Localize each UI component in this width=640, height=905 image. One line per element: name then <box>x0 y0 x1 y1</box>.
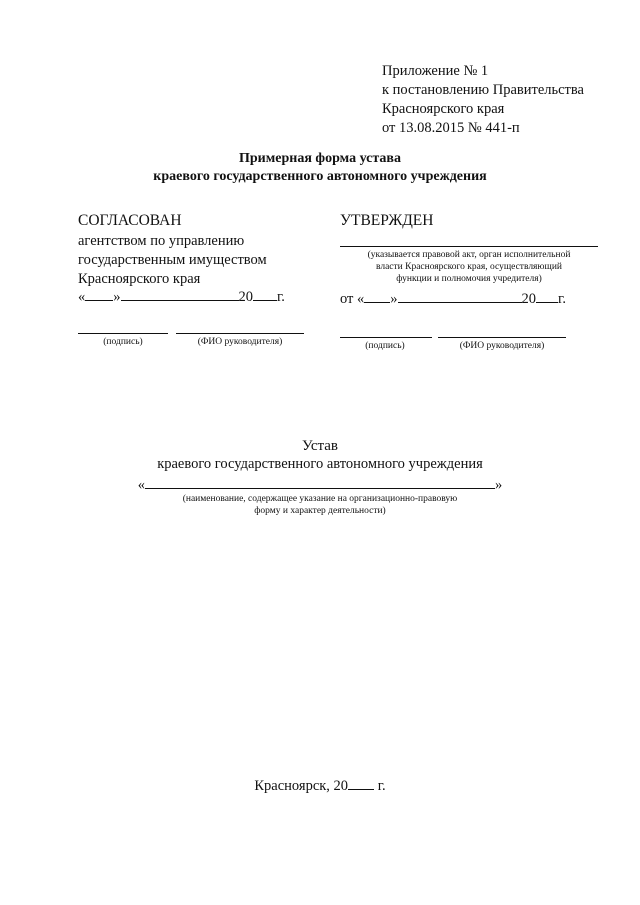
approved-year-field <box>536 289 558 303</box>
agreed-signature-line <box>78 333 168 334</box>
appendix-block <box>382 62 584 138</box>
charter-caption <box>0 493 640 517</box>
footer-city-year <box>0 776 640 795</box>
approved-date-prefix: от « <box>340 291 365 307</box>
agreed-year-field <box>253 287 277 301</box>
charter-quote-open: « <box>137 477 145 493</box>
charter-title: Устав <box>302 438 338 454</box>
approved-date <box>340 289 566 309</box>
approved-note-line3: функции и полномочия учредителя) <box>396 274 542 284</box>
appendix-date: от 13.08.2015 № 441-п <box>382 120 520 136</box>
agreed-name-line <box>176 333 304 334</box>
approved-act-line <box>340 246 598 247</box>
charter-name-line <box>145 475 495 489</box>
agreed-line3: Красноярского края <box>78 271 201 287</box>
approved-name-line <box>438 337 566 338</box>
charter-caption-line1: (наименование, содержащее указание на организационно-правовую <box>182 494 458 504</box>
agreed-year-suffix: г. <box>277 289 285 305</box>
approved-day-field <box>364 289 390 303</box>
form-title-line1: Примерная форма устава <box>238 151 401 166</box>
agreed-date-close: » <box>113 289 121 305</box>
agreed-day-field <box>85 287 113 301</box>
agreed-signature-caption: (подпись) <box>103 337 143 347</box>
agreed-date-open: « <box>78 289 86 305</box>
approved-year-prefix: 20 <box>521 291 537 307</box>
approved-note-line2: власти Красноярского края, осуществляющий <box>375 262 563 272</box>
footer-year-field <box>348 776 374 790</box>
charter-caption-line2: форму и характер деятельности) <box>254 506 386 516</box>
form-title-line2: краевого государственного автономного учреждения <box>153 169 487 184</box>
charter-name-field <box>0 475 640 494</box>
appendix-region: Красноярского края <box>382 101 505 117</box>
charter-subtitle: краевого государственного автономного учреждения <box>157 456 483 472</box>
approved-date-close: » <box>390 291 398 307</box>
approved-signature-caption: (подпись) <box>365 341 405 351</box>
approved-name-caption: (ФИО руководителя) <box>459 341 545 351</box>
agreed-line1: агентством по управлению <box>78 233 245 249</box>
footer-city: Красноярск, 20 <box>254 778 349 794</box>
approved-note <box>335 249 603 285</box>
agreed-name-caption: (ФИО руководителя) <box>197 337 283 347</box>
approved-year-suffix: г. <box>558 291 566 307</box>
agreed-heading: СОГЛАСОВАН <box>78 212 182 229</box>
appendix-resolution: к постановлению Правительства <box>382 82 584 98</box>
approved-note-line1: (указывается правовой акт, орган исполнительной <box>367 250 571 260</box>
charter-quote-close: » <box>495 477 503 493</box>
agreed-year-prefix: 20 <box>238 289 253 305</box>
agreed-body <box>78 232 267 289</box>
approved-signature-line <box>340 337 432 338</box>
footer-year-suffix: г. <box>377 778 386 794</box>
agreed-month-field <box>121 287 239 301</box>
form-title <box>0 150 640 186</box>
appendix-number: Приложение № 1 <box>382 63 489 79</box>
agreed-line2: государственным имуществом <box>78 252 267 268</box>
approved-month-field <box>398 289 522 303</box>
approved-heading: УТВЕРЖДЕН <box>340 212 434 229</box>
agreed-date <box>78 287 285 307</box>
